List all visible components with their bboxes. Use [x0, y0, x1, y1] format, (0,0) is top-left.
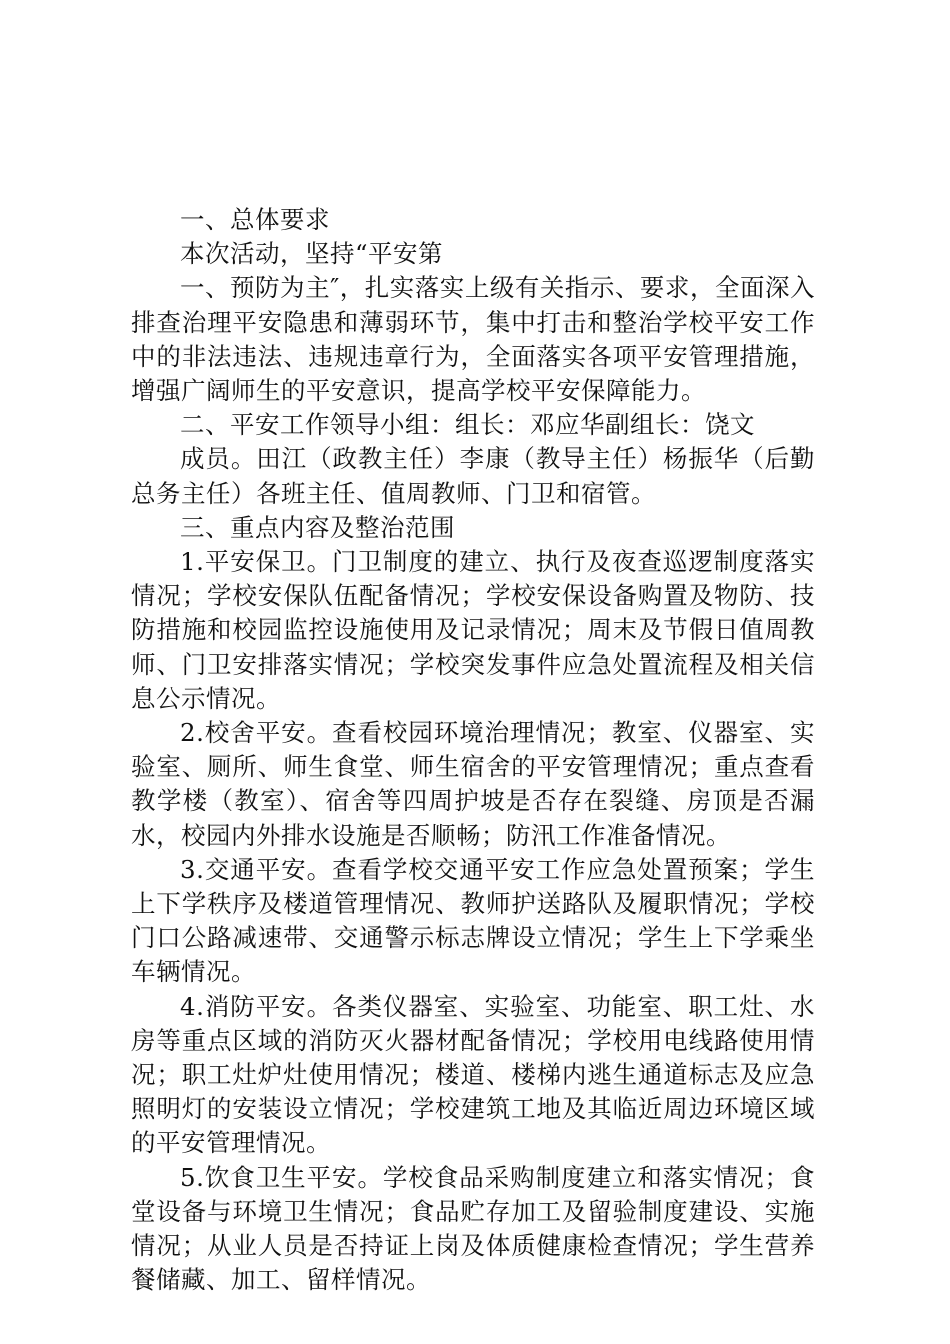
- paragraph-prevention-first: 一、预防为主″，扎实落实上级有关指示、要求，全面深入排查治理平安隐患和薄弱环节，集中打击和整治学校平安工作中的非法违法、违规违章行为，全面落实各项平安管理措施，增强广阔师生的平安意识，提高学校平安保障能力。: [131, 273, 815, 406]
- paragraph-leadership-group: 二、平安工作领导小组：组长：邓应华副组长：饶文: [180, 410, 755, 440]
- document-body: [131, 203, 815, 1298]
- paragraph-members: 成员。田江（政教主任）李康（教导主任）杨振华（后勤总务主任）各班主任、值周教师、门卫和宿管。: [131, 444, 815, 508]
- paragraph-security: 1.平安保卫。门卫制度的建立、执行及夜查巡逻制度落实情况；学校安保队伍配备情况；学校安保设备购置及物防、技防措施和校园监控设施使用及记录情况；周末及节假日值周教师、门卫安排落实情况；学校突发事件应急处置流程及相关信息公示情况。: [131, 547, 815, 713]
- paragraph-food-safety: 5.饮食卫生平安。学校食品采购制度建立和落实情况；食堂设备与环境卫生情况；食品贮存加工及留验制度建设、实施情况；从业人员是否持证上岗及体质健康检查情况；学生营养餐储藏、加工、留样情况。: [131, 1162, 815, 1295]
- paragraph-activity-intro: 本次活动，坚持“平安第: [180, 239, 444, 269]
- section-heading-key-content: 三、重点内容及整治范围: [180, 512, 455, 542]
- paragraph-fire-safety: 4.消防平安。各类仪器室、实验室、功能室、职工灶、水房等重点区域的消防灭火器材配备情况；学校用电线路使用情况；职工灶炉灶使用情况；楼道、楼梯内逃生通道标志及应急照明灯的安装设立情况；学校建筑工地及其临近周边环境区域的平安管理情况。: [131, 991, 815, 1158]
- paragraph-traffic-safety: 3.交通平安。查看学校交通平安工作应急处置预案；学生上下学秩序及楼道管理情况、教师护送路队及履职情况；学校门口公路减速带、交通警示标志牌设立情况；学生上下学乘坐车辆情况。: [131, 854, 815, 987]
- paragraph-school-building-safety: 2.校舍平安。查看校园环境治理情况；教室、仪器室、实验室、厕所、师生食堂、师生宿舍的平安管理情况；重点查看教学楼（教室）、宿舍等四周护坡是否存在裂缝、房顶是否漏水，校园内外排水设施是否顺畅；防汛工作准备情况。: [131, 718, 815, 850]
- section-heading-general-requirements: 一、总体要求: [180, 205, 330, 234]
